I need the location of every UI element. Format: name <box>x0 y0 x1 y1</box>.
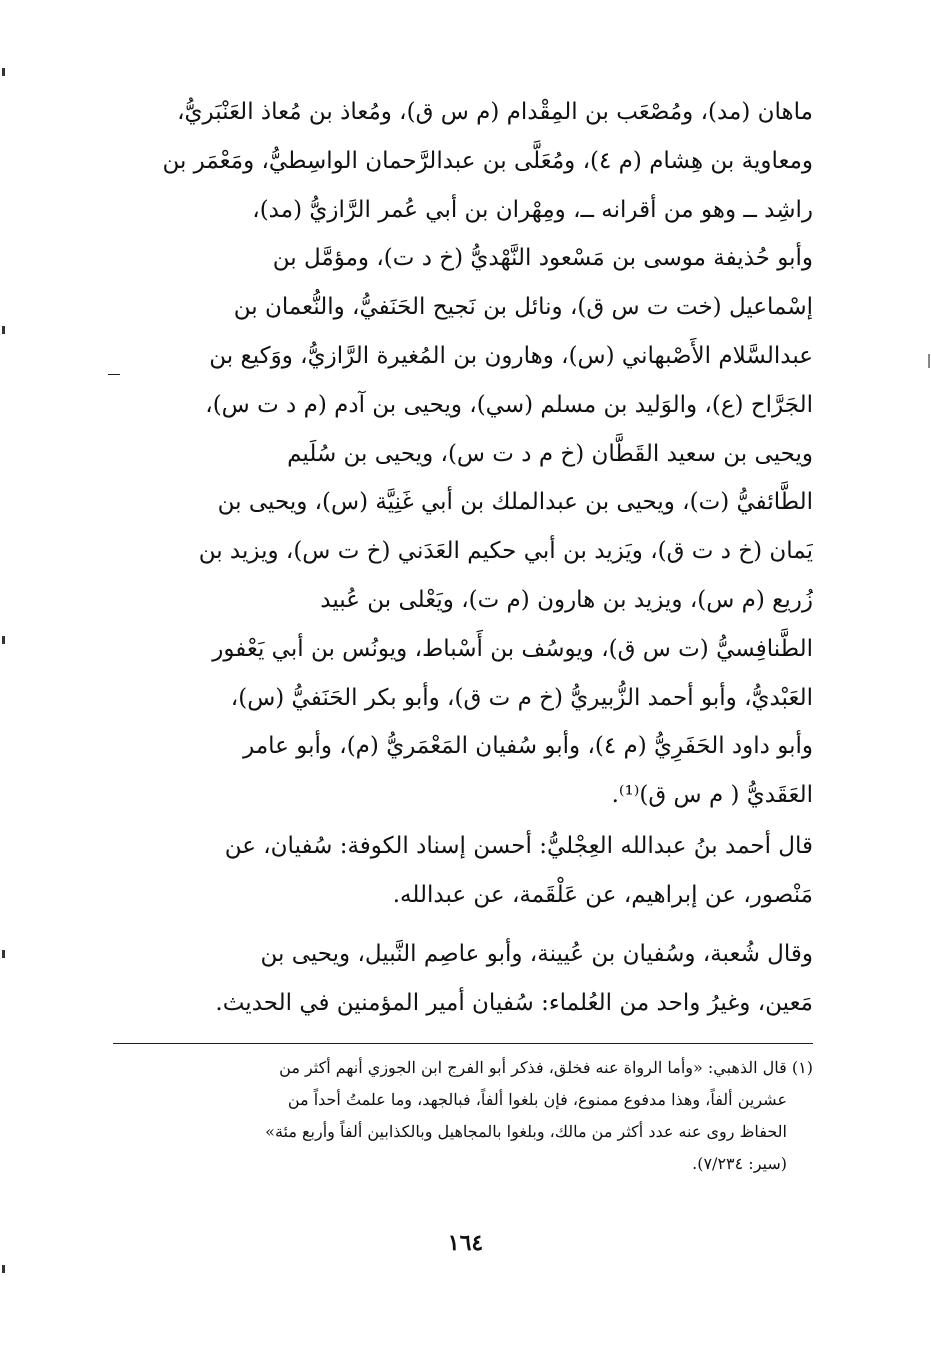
scan-margin-mark <box>2 326 5 334</box>
footnote-separator <box>113 1043 813 1044</box>
text-line: الجَرَّاح (ع)، والوَليد بن مسلم (سي)، ويحيى بن آدم (م د ت س)، <box>205 391 813 418</box>
footnote-line: (١) قال الذهبي: «وأما الرواة عنه فخلق، فذكر أبو الفرج ابن الجوزي أنهم أكثر من <box>279 1058 813 1077</box>
text-line: مَنْصور، عن إبراهيم، عن عَلْقَمة، عن عبدالله. <box>392 881 813 908</box>
text-line: ومعاوية بن هِشام (م ٤)، ومُعَلَّى بن عبدالرَّحمان الواسِطيُّ، ومَعْمَر بن <box>162 147 813 174</box>
text-line: يَمان (خ د ت ق)، ويَزيد بن أبي حكيم العَدَني (خ ت س)، ويزيد بن <box>198 538 813 565</box>
text-line: العَقَديُّ ( م س ق)⁽¹⁾. <box>611 782 813 809</box>
scan-margin-mark <box>2 1265 5 1273</box>
scan-margin-mark <box>2 636 5 644</box>
scan-margin-mark <box>928 354 930 368</box>
page-number: ١٦٤ <box>447 1230 484 1256</box>
text-line: راشِد ــ وهو من أقرانه ــ، ومِهْران بن أبي عُمر الرَّازيُّ (مد)، <box>252 196 813 223</box>
text-line: زُريع (م س)، ويزيد بن هارون (م ت)، ويَعْلى بن عُبيد <box>320 586 813 613</box>
text-line: ويحيى بن سعيد القَطَّان (خ م د ت س)، ويحيى بن سُلَيم <box>287 440 813 467</box>
scan-margin-mark <box>2 950 5 958</box>
footnote-line: عشرين ألفاً، وهذا مدفوع ممنوع، فإن بلغوا ألفاً، فبالجهد، وما علمتُ أحداً من <box>287 1090 787 1109</box>
paragraph-ijli <box>113 822 813 920</box>
text-line: العَبْديُّ، وأبو أحمد الزُّبيريُّ (خ م ت ق)، وأبو بكر الحَنَفيُّ (س)، <box>230 684 813 711</box>
footnote-line: الحفاظ روى عنه عدد أكثر من مالك، وبلغوا بالمجاهيل وبالكذابين ألفاً وأربع مئة» <box>265 1122 787 1141</box>
text-line: وأبو داود الحَفَرِيُّ (م ٤)، وأبو سُفيان المَعْمَريُّ (م)، وأبو عامر <box>243 733 813 760</box>
paragraph-amir-al-muminin <box>113 930 813 1028</box>
text-line: عبدالسَّلام الأَصْبهاني (س)، وهارون بن المُغيرة الرَّازيُّ، ووَكيع بن <box>209 342 813 369</box>
text-line: قال أحمد بنُ عبدالله العِجْليُّ: أحسن إسناد الكوفة: سُفيان، عن <box>224 833 813 859</box>
footnote <box>113 1052 813 1180</box>
text-line: الطَّنافِسيُّ (ت س ق)، ويوسُف بن أَسْباط، ويونُس بن أبي يَعْفور <box>212 635 813 662</box>
footnote-line: (سير: ٧/٢٣٤). <box>692 1154 787 1173</box>
text-line: ماهان (مد)، ومُصْعَب بن المِقْدام (م س ق)، ومُعاذ بن مُعاذ العَنْبَريُّ، <box>177 99 813 125</box>
narrators-list-block <box>113 88 813 820</box>
scan-margin-mark <box>2 68 5 76</box>
text-line: الطَّائفيُّ (ت)، ويحيى بن عبدالملك بن أبي غَنِيَّة (س)، ويحيى بن <box>217 489 813 516</box>
text-line: وقال شُعبة، وسُفيان بن عُيينة، وأبو عاصِم النَّبيل، ويحيى بن <box>260 941 813 967</box>
text-line: مَعين، وغيرُ واحد من العُلماء: سُفيان أمير المؤمنين في الحديث. <box>215 989 813 1016</box>
text-line: إسْماعيل (خت ت س ق)، ونائل بن نَجيح الحَنَفيُّ، والنُّعمان بن <box>233 294 813 321</box>
text-line: وأبو حُذيفة موسى بن مَسْعود النَّهْديُّ (خ د ت)، ومؤمَّل بن <box>272 245 813 272</box>
